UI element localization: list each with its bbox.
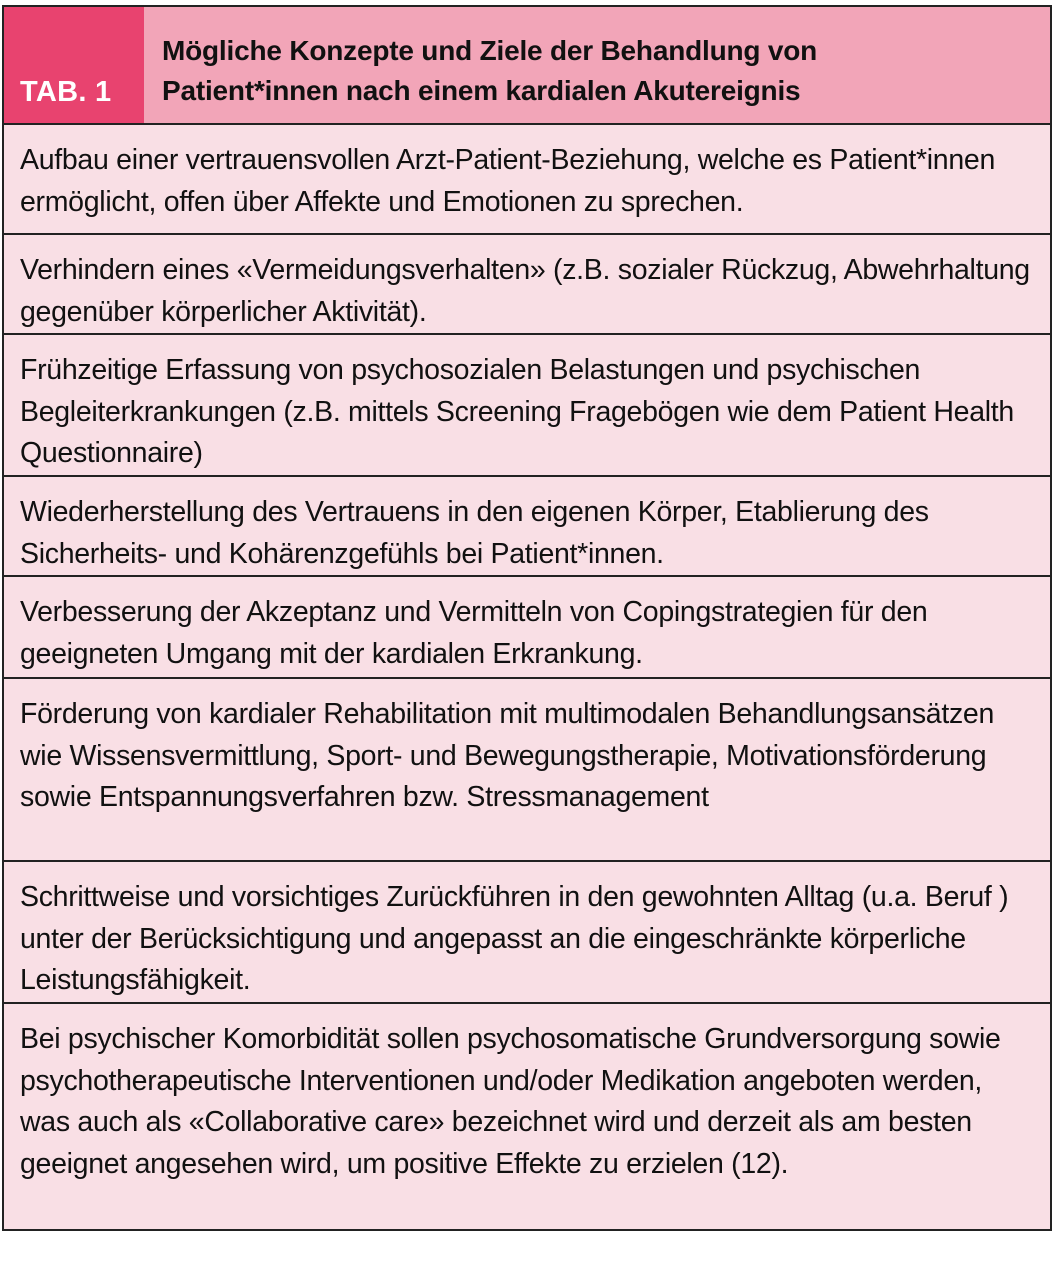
table-row: Verhindern eines «Vermeidungsverhalten» (z.B. sozialer Rückzug, Abwehrhaltung gegenüber körperlicher Aktivität). <box>4 235 1050 335</box>
table-number-cell <box>4 7 144 123</box>
table-title-cell <box>144 7 1050 123</box>
table-row: Frühzeitige Erfassung von psychosozialen Belastungen und psychischen Begleiterkrankungen (z.B. mittels Screening Fragebögen wie dem Patient Health Questionnaire) <box>4 335 1050 477</box>
table-title-line-1: Mögliche Konzepte und Ziele der Behandlung von <box>162 35 818 66</box>
table-title-line-2: Patient*innen nach einem kardialen Akutereignis <box>162 75 801 106</box>
table-row: Aufbau einer vertrauensvollen Arzt-Patient-Beziehung, welche es Patient*innen ermöglicht, offen über Affekte und Emotionen zu sprechen. <box>4 125 1050 235</box>
table-number: TAB. 1 <box>20 76 112 108</box>
table-header <box>4 7 1050 125</box>
concepts-table <box>2 5 1052 1231</box>
table-row: Schrittweise und vorsichtiges Zurückführen in den gewohnten Alltag (u.a. Beruf ) unter der Berücksichtigung und angepasst an die eingeschränkte körperliche Leistungsfähigkeit. <box>4 862 1050 1004</box>
table-row: Wiederherstellung des Vertrauens in den eigenen Körper, Etablierung des Sicherheits- und Kohärenzgefühls bei Patient*innen. <box>4 477 1050 577</box>
table-row: Förderung von kardialer Rehabilitation mit multimodalen Behandlungsansätzen wie Wissensvermittlung, Sport- und Bewegungstherapie, Motivationsförderung sowie Entspannungsverfahren bzw. Stressmanagement <box>4 679 1050 862</box>
table-title <box>162 31 1040 111</box>
table-row: Bei psychischer Komorbidität sollen psychosomatische Grundversorgung sowie psychotherapeutische Interventionen und/oder Medikation angeboten werden, was auch als «Collaborative care» bezeichnet wird und derzeit als am besten geeignet angesehen wird, um positive Effekte zu erzielen (12). <box>4 1004 1050 1229</box>
table-row: Verbesserung der Akzeptanz und Vermitteln von Copingstrategien für den geeigneten Umgang mit der kardialen Erkrankung. <box>4 577 1050 679</box>
